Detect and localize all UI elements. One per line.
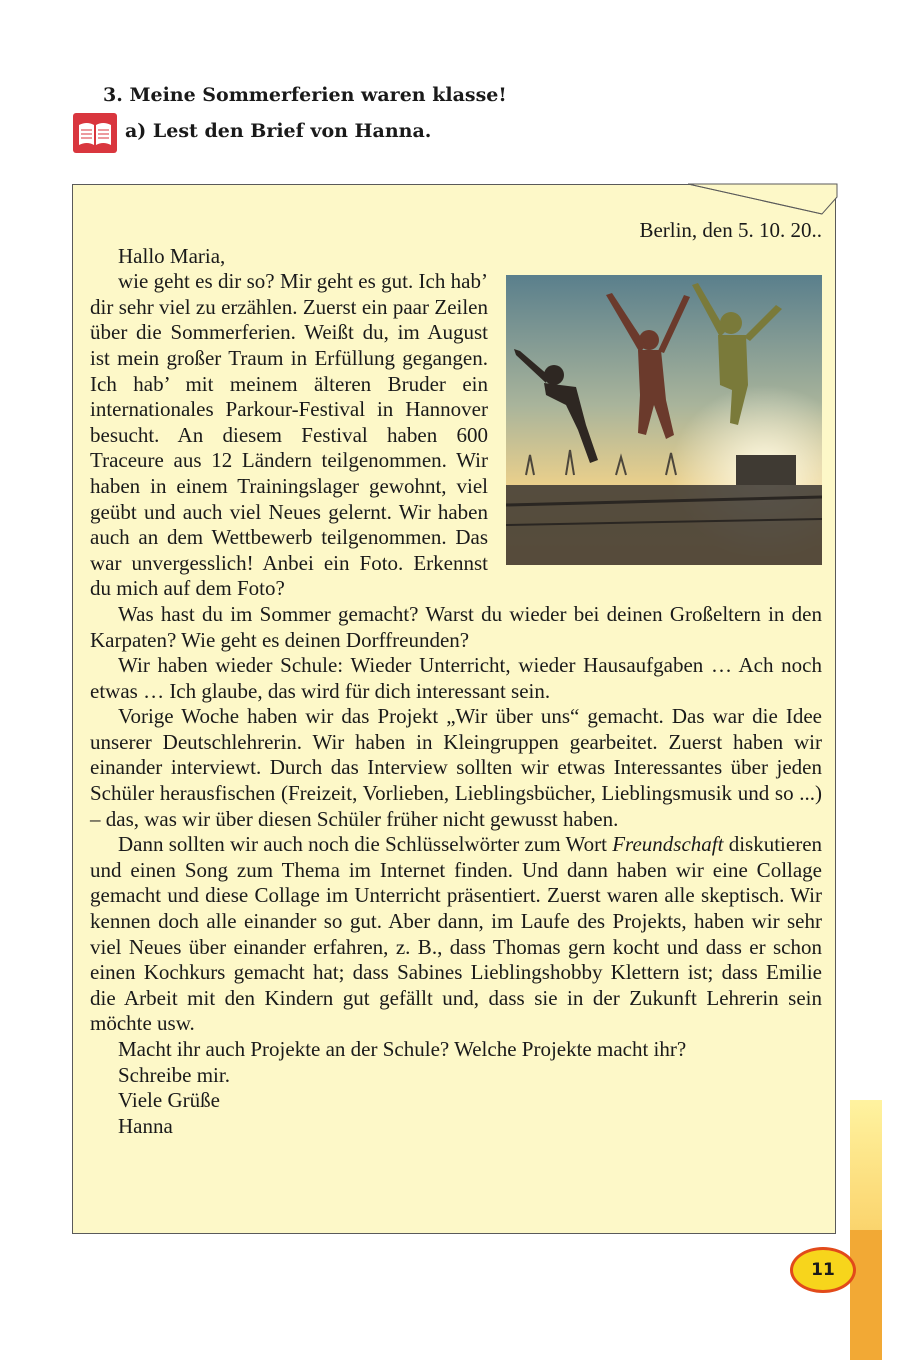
letter-paragraph-6: Macht ihr auch Projekte an der Schule? Welche Projekte macht ihr?: [118, 1037, 687, 1061]
letter-signature: Hanna: [118, 1113, 173, 1138]
paragraph-5-text-a: Dann sollten wir auch noch die Schlüsselwörter zum Wort: [118, 832, 613, 857]
open-book-icon: [73, 113, 117, 153]
letter-paragraph-2: Was hast du im Sommer gemacht? Warst du wieder bei deinen Großeltern in den Karpaten? Wie geht es deinen Dorffreunden?: [90, 601, 822, 652]
parkour-photo: [506, 275, 822, 565]
side-color-bar-dark: [850, 1230, 882, 1360]
paragraph-5-text-b: diskutieren und einen Song zum Thema im Internet finden. Und dann haben wir eine Collage gemacht und diese Collage im Unterricht präsentiert. Zuerst waren alle skeptisch. Wir kennen doch alle einander so gut. Aber dann, im Laufe des Projekts, haben wir sehr viel Neues über einander erfahren, z. B., dass Thomas gern kocht und dass er schon einen Kochkurs gemacht hat; dass Sabines Lieblingshobby Klettern ist; dass Emilie die Arbeit mit den Kindern gut gefällt und, dass sie in der Zukunft Lehrerin sein möchte usw.: [90, 832, 823, 1036]
letter-text: [90, 218, 822, 1139]
letter-paragraph-4: Vorige Woche haben wir das Projekt „Wir über uns“ gemacht. Das war die Idee unserer Deutschlehrerin. Wir haben in Kleingruppen gearbeitet. Zuerst haben wir einander interviewt. Durch das Interview sollten wir etwas Interessantes über jeden Schüler herausfischen (Freizeit, Vorlieben, Lieblingsbücher, Lieblingsmusik und so ...) – das, was wir über diesen Schüler früher nicht gewusst haben.: [90, 704, 822, 831]
paper-fold-corner: [688, 183, 838, 217]
page-number: 11: [790, 1247, 856, 1293]
word-freundschaft: Freundschaft: [612, 832, 724, 857]
letter-paragraph-1: wie geht es dir so? Mir geht es gut. Ich hab’ dir sehr viel zu erzählen. Zuerst ein paar Zeilen über die Sommerferien. Weißt du, im August ist mein großer Traum in Erfüllung gegangen. Ich hab’ mit meinem älteren Bruder ein internationales Parkour-Festival in Hannover besucht. An diesem Festival haben 600 Traceure aus 12 Ländern teilgenommen. Wir haben in einem Trainingslager gewohnt, viel geübt und auch viel Neues gelernt. Wir haben auch an dem Wettbewerb teilgenommen. Das war unvergesslich! Anbei ein Foto. Erkennst du mich auf dem Foto?: [90, 269, 488, 601]
letter-date: Berlin, den 5. 10. 20..: [639, 218, 822, 242]
letter-paragraph-3: Wir haben wieder Schule: Wieder Unterricht, wieder Hausaufgaben … Ach noch etwas … Ich glaube, das wird für dich interessant sein.: [90, 653, 822, 703]
letter-closing-2: Viele Grüße: [118, 1088, 220, 1113]
letter-greeting: Hallo Maria,: [118, 243, 226, 268]
letter-closing-1: Schreibe mir.: [118, 1062, 230, 1087]
letter-paragraph-5: [90, 832, 822, 1037]
exercise-title: 3. Meine Sommerferien waren klasse!: [103, 84, 507, 106]
exercise-subtitle: a) Lest den Brief von Hanna.: [125, 120, 432, 142]
